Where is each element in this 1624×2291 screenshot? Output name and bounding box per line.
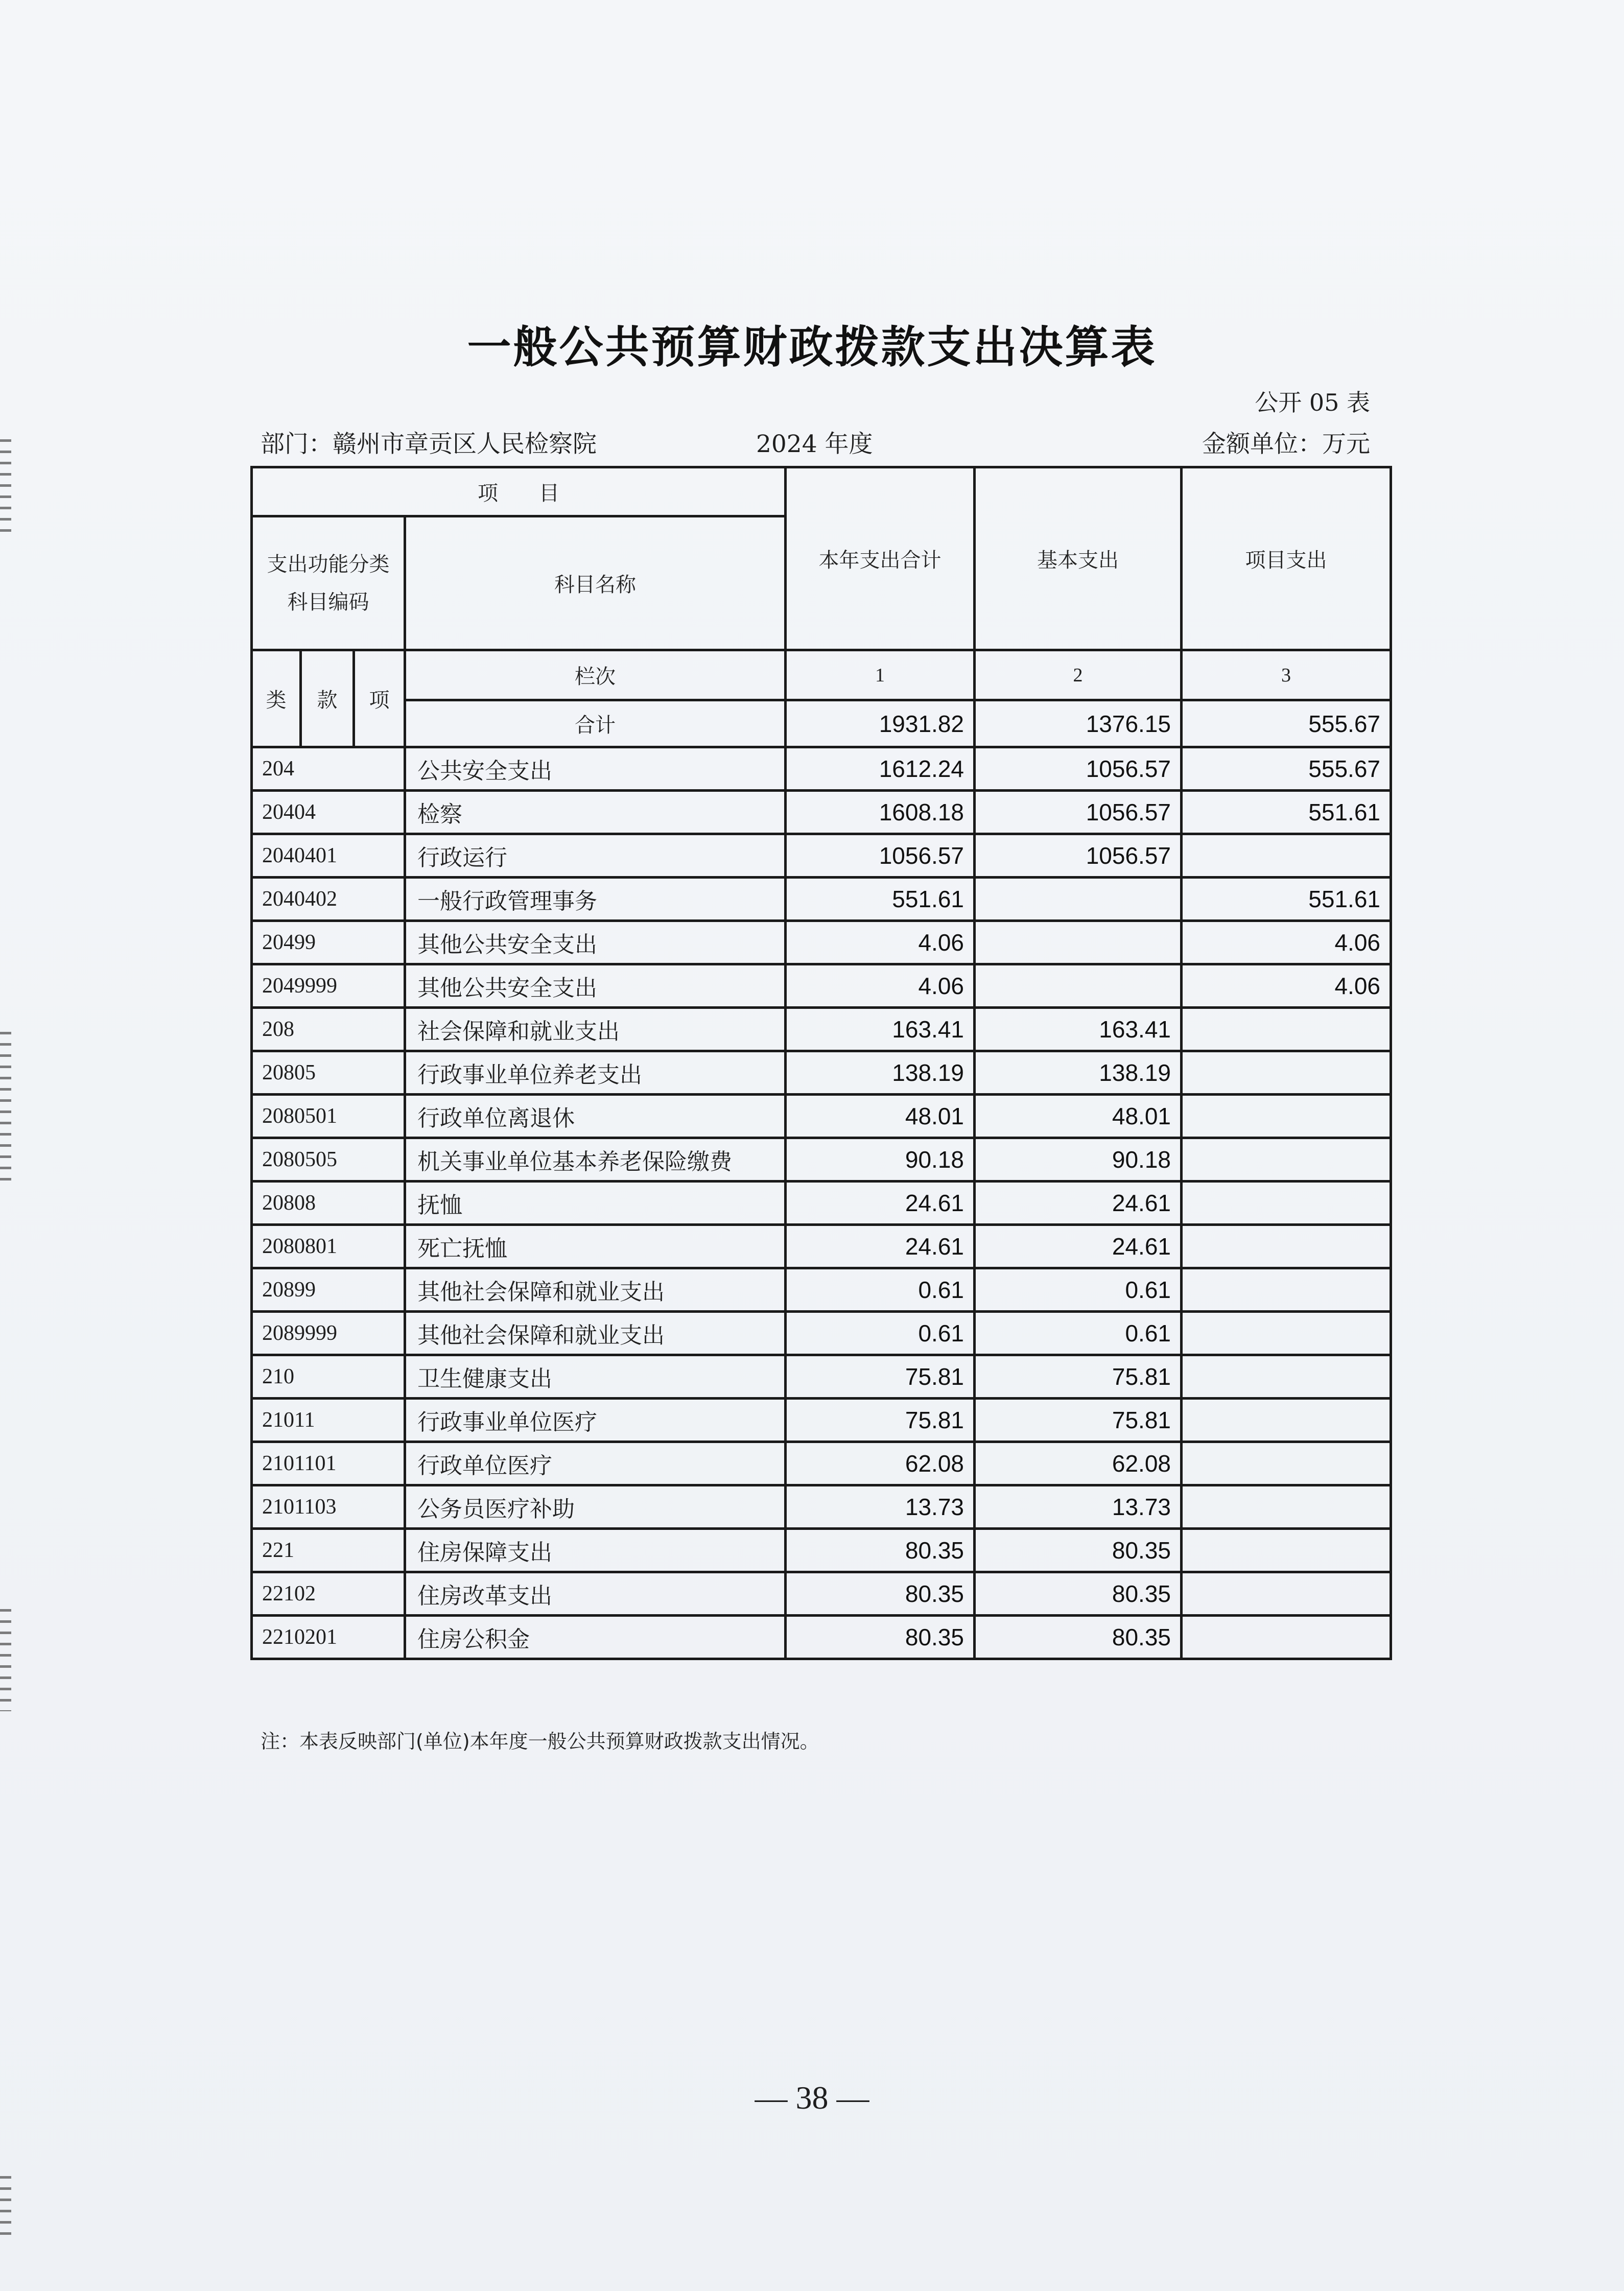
table-row — [252, 1051, 1391, 1095]
table-note: 注：本表反映部门(单位)本年度一般公共预算财政拨款支出情况。 — [261, 1730, 819, 1753]
row-basic-expense: 48.01 — [975, 1095, 1182, 1138]
row-subject-name: 住房保障支出 — [405, 1529, 786, 1572]
binding-mark — [0, 2176, 11, 2237]
row-project-expense — [1182, 1182, 1391, 1225]
row-total-expense: 163.41 — [786, 1008, 975, 1051]
row-code: 208 — [252, 1008, 405, 1051]
table-row — [252, 1182, 1391, 1225]
table-row — [252, 878, 1391, 921]
year-label: 2024 年度 — [756, 430, 873, 458]
row-total-expense: 1612.24 — [786, 747, 975, 791]
row-basic-expense: 62.08 — [975, 1442, 1182, 1485]
row-basic-expense: 80.35 — [975, 1572, 1182, 1616]
table-row — [252, 1442, 1391, 1485]
table-row — [252, 1095, 1391, 1138]
row-subject-name: 公共安全支出 — [405, 747, 786, 791]
row-code: 20899 — [252, 1268, 405, 1312]
table-row — [252, 791, 1391, 834]
binding-mark — [0, 439, 11, 536]
row-basic-expense — [975, 878, 1182, 921]
row-code: 2080501 — [252, 1095, 405, 1138]
row-total-expense: 13.73 — [786, 1485, 975, 1529]
row-total-expense: 0.61 — [786, 1312, 975, 1355]
row-basic-expense: 1056.57 — [975, 791, 1182, 834]
table-row — [252, 1312, 1391, 1355]
table-row — [252, 1225, 1391, 1268]
row-subject-name: 行政运行 — [405, 834, 786, 878]
binding-mark — [0, 1032, 11, 1185]
unit-label: 金额单位：万元 — [1202, 430, 1370, 458]
row-code: 2080505 — [252, 1138, 405, 1182]
row-basic-expense: 1056.57 — [975, 747, 1182, 791]
row-project-expense — [1182, 834, 1391, 878]
row-subject-name: 住房公积金 — [405, 1616, 786, 1659]
row-code: 2049999 — [252, 964, 405, 1008]
row-project-expense — [1182, 1485, 1391, 1529]
row-project-expense — [1182, 1312, 1391, 1355]
row-subject-name: 一般行政管理事务 — [405, 878, 786, 921]
row-project-expense — [1182, 1529, 1391, 1572]
row-total-expense: 1056.57 — [786, 834, 975, 878]
row-basic-expense: 80.35 — [975, 1616, 1182, 1659]
row-total-expense: 48.01 — [786, 1095, 975, 1138]
column-number-1: 1 — [786, 650, 975, 700]
binding-mark — [0, 1609, 11, 1711]
row-total-expense: 62.08 — [786, 1442, 975, 1485]
row-subject-name: 行政单位离退休 — [405, 1095, 786, 1138]
row-total-expense: 551.61 — [786, 878, 975, 921]
table-row — [252, 1529, 1391, 1572]
row-subject-name: 住房改革支出 — [405, 1572, 786, 1616]
row-project-expense — [1182, 1095, 1391, 1138]
row-subject-name: 公务员医疗补助 — [405, 1485, 786, 1529]
row-project-expense: 551.61 — [1182, 791, 1391, 834]
row-subject-name: 抚恤 — [405, 1182, 786, 1225]
header-subject-name: 科目名称 — [405, 516, 786, 650]
row-total-expense: 0.61 — [786, 1268, 975, 1312]
row-subject-name: 行政事业单位养老支出 — [405, 1051, 786, 1095]
table-row — [252, 1616, 1391, 1659]
header-code-group-line1: 支出功能分类 — [267, 552, 390, 576]
table-code: 公开 05 表 — [1255, 389, 1370, 416]
row-code: 20805 — [252, 1051, 405, 1095]
row-project-expense: 555.67 — [1182, 747, 1391, 791]
row-total-expense: 80.35 — [786, 1616, 975, 1659]
table-row — [252, 1572, 1391, 1616]
row-project-expense — [1182, 1355, 1391, 1399]
header-lei: 类 — [252, 650, 301, 747]
row-code: 2210201 — [252, 1616, 405, 1659]
table-row — [252, 964, 1391, 1008]
row-total-expense: 1608.18 — [786, 791, 975, 834]
row-basic-expense: 138.19 — [975, 1051, 1182, 1095]
row-basic-expense: 0.61 — [975, 1312, 1182, 1355]
meta-row — [261, 425, 1370, 456]
row-subject-name: 死亡抚恤 — [405, 1225, 786, 1268]
row-project-expense — [1182, 1399, 1391, 1442]
header-xiang: 项 — [354, 650, 405, 747]
table-row — [252, 1485, 1391, 1529]
column-number-2: 2 — [975, 650, 1182, 700]
row-basic-expense — [975, 921, 1182, 964]
row-subject-name: 检察 — [405, 791, 786, 834]
row-total-expense: 75.81 — [786, 1355, 975, 1399]
header-kuan: 款 — [301, 650, 354, 747]
row-code: 2040401 — [252, 834, 405, 878]
row-project-expense — [1182, 1051, 1391, 1095]
row-total-expense: 4.06 — [786, 964, 975, 1008]
row-basic-expense: 75.81 — [975, 1355, 1182, 1399]
department-label: 部门：赣州市章贡区人民检察院 — [261, 430, 597, 458]
row-project-expense — [1182, 1442, 1391, 1485]
row-subject-name: 机关事业单位基本养老保险缴费 — [405, 1138, 786, 1182]
row-project-expense: 4.06 — [1182, 921, 1391, 964]
row-subject-name: 行政事业单位医疗 — [405, 1399, 786, 1442]
header-total-expense: 本年支出合计 — [786, 467, 975, 650]
header-basic-expense: 基本支出 — [975, 467, 1182, 650]
header-project-expense: 项目支出 — [1182, 467, 1391, 650]
total-expense-value: 1931.82 — [786, 700, 975, 747]
row-total-expense: 24.61 — [786, 1182, 975, 1225]
row-code: 2080801 — [252, 1225, 405, 1268]
column-number-3: 3 — [1182, 650, 1391, 700]
row-subject-name: 行政单位医疗 — [405, 1442, 786, 1485]
row-code: 221 — [252, 1529, 405, 1572]
total-project-value: 555.67 — [1182, 700, 1391, 747]
table-row — [252, 1268, 1391, 1312]
row-project-expense — [1182, 1138, 1391, 1182]
row-basic-expense — [975, 964, 1182, 1008]
header-code-group — [252, 516, 405, 650]
row-code: 22102 — [252, 1572, 405, 1616]
row-basic-expense: 0.61 — [975, 1268, 1182, 1312]
budget-table — [250, 466, 1392, 1660]
row-total-expense: 138.19 — [786, 1051, 975, 1095]
document-title: 一般公共预算财政拨款支出决算表 — [467, 322, 1157, 373]
row-subject-name: 社会保障和就业支出 — [405, 1008, 786, 1051]
row-project-expense — [1182, 1268, 1391, 1312]
row-code: 20499 — [252, 921, 405, 964]
header-code-group-line2: 科目编码 — [287, 590, 369, 614]
row-code: 20404 — [252, 791, 405, 834]
row-subject-name: 其他社会保障和就业支出 — [405, 1312, 786, 1355]
row-total-expense: 75.81 — [786, 1399, 975, 1442]
row-project-expense: 4.06 — [1182, 964, 1391, 1008]
page-number: — 38 — — [755, 2080, 869, 2116]
table-row — [252, 834, 1391, 878]
row-project-expense: 551.61 — [1182, 878, 1391, 921]
total-label: 合计 — [405, 700, 786, 747]
row-code: 2101103 — [252, 1485, 405, 1529]
row-basic-expense: 24.61 — [975, 1182, 1182, 1225]
row-project-expense — [1182, 1225, 1391, 1268]
table-row — [252, 1399, 1391, 1442]
row-code: 21011 — [252, 1399, 405, 1442]
row-project-expense — [1182, 1008, 1391, 1051]
total-basic-value: 1376.15 — [975, 700, 1182, 747]
table-row — [252, 1355, 1391, 1399]
table-row — [252, 1138, 1391, 1182]
row-subject-name: 其他公共安全支出 — [405, 964, 786, 1008]
row-total-expense: 80.35 — [786, 1572, 975, 1616]
row-subject-name: 其他公共安全支出 — [405, 921, 786, 964]
row-code: 2101101 — [252, 1442, 405, 1485]
row-total-expense: 24.61 — [786, 1225, 975, 1268]
row-code: 20808 — [252, 1182, 405, 1225]
row-basic-expense: 90.18 — [975, 1138, 1182, 1182]
row-basic-expense: 13.73 — [975, 1485, 1182, 1529]
row-code: 204 — [252, 747, 405, 791]
row-basic-expense: 75.81 — [975, 1399, 1182, 1442]
row-total-expense: 4.06 — [786, 921, 975, 964]
row-project-expense — [1182, 1572, 1391, 1616]
table-row — [252, 1008, 1391, 1051]
row-code: 210 — [252, 1355, 405, 1399]
header-column-order: 栏次 — [405, 650, 786, 700]
row-total-expense: 90.18 — [786, 1138, 975, 1182]
table-row — [252, 747, 1391, 791]
row-total-expense: 80.35 — [786, 1529, 975, 1572]
row-basic-expense: 163.41 — [975, 1008, 1182, 1051]
row-subject-name: 卫生健康支出 — [405, 1355, 786, 1399]
header-project: 项 目 — [252, 467, 786, 516]
row-basic-expense: 24.61 — [975, 1225, 1182, 1268]
row-subject-name: 其他社会保障和就业支出 — [405, 1268, 786, 1312]
row-project-expense — [1182, 1616, 1391, 1659]
row-basic-expense: 80.35 — [975, 1529, 1182, 1572]
row-code: 2040402 — [252, 878, 405, 921]
table-row — [252, 921, 1391, 964]
row-basic-expense: 1056.57 — [975, 834, 1182, 878]
row-code: 2089999 — [252, 1312, 405, 1355]
